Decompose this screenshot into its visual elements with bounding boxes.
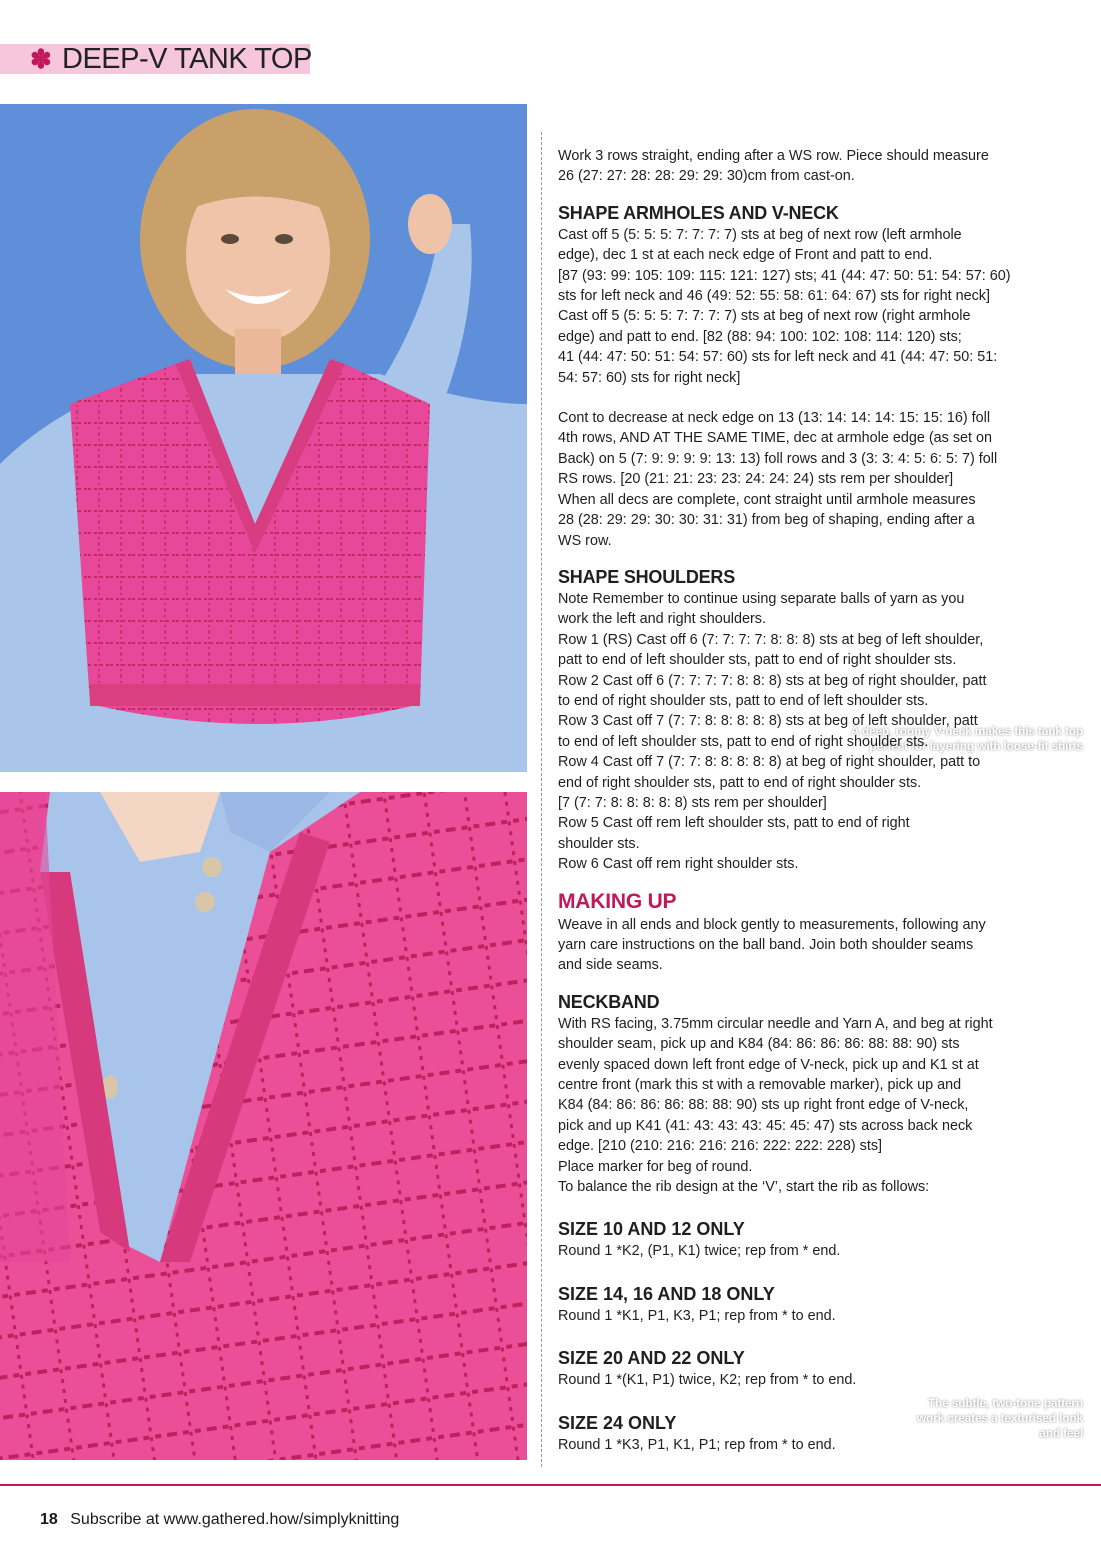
heading-shoulders: SHAPE SHOULDERS	[558, 566, 736, 587]
text-line: shoulder seam, pick up and K84 (84: 86: 86: 86: 88: 88: 90) sts	[558, 1036, 960, 1053]
text-line: Note Remember to continue using separate balls of yarn as you	[558, 590, 965, 607]
page-number: 18	[40, 1511, 58, 1528]
text-line: When all decs are complete, cont straight until armhole measures	[558, 491, 976, 508]
flower-icon: ✽	[30, 44, 52, 74]
text-line: [7 (7: 7: 8: 8: 8: 8: 8) sts rem per shoulder]	[558, 794, 827, 811]
text-line: 4th rows, AND AT THE SAME TIME, dec at armhole edge (as set on	[558, 430, 993, 447]
photo-closeup	[0, 792, 527, 1460]
heading-making-up: MAKING UP	[558, 889, 677, 913]
page-title: DEEP-V TANK TOP	[62, 43, 312, 75]
text-line: edge. [210 (210: 216: 216: 216: 222: 222: 228) sts]	[558, 1138, 883, 1155]
text-line: Round 1 *K3, P1, K1, P1; rep from * to end.	[558, 1436, 836, 1453]
photo-caption-1: A deep, roomy V-neck makes this tank top perfect for layering with loose-fit shirts	[850, 724, 1083, 753]
text-line: Weave in all ends and block gently to measurements, following any	[558, 916, 986, 933]
text-line: Row 5 Cast off rem left shoulder sts, patt to end of right	[558, 815, 910, 832]
text-line: patt to end of left shoulder sts, patt to end of right shoulder sts.	[558, 652, 957, 669]
footer-rule	[0, 1484, 1101, 1486]
text-line: end of right shoulder sts, patt to end of right shoulder sts.	[558, 774, 922, 791]
text-line: Back) on 5 (7: 9: 9: 9: 9: 13: 13) foll rows and 3 (3: 3: 4: 5: 6: 5: 7) foll	[558, 450, 998, 467]
text-line: Cont to decrease at neck edge on 13 (13: 14: 14: 14: 15: 15: 16) foll	[558, 410, 991, 427]
column-divider	[541, 132, 542, 1467]
text-line: [87 (93: 99: 105: 109: 115: 121: 127) sts; 41 (44: 47: 50: 51: 54: 57: 60)	[558, 267, 1011, 284]
text-line: 54: 57: 60) sts for right neck]	[558, 369, 741, 386]
text-line: Round 1 *(K1, P1) twice, K2; rep from * to end.	[558, 1372, 857, 1389]
text-line: Row 2 Cast off 6 (7: 7: 7: 7: 8: 8: 8) sts at beg of right shoulder, patt	[558, 672, 987, 689]
text-line: 26 (27: 27: 28: 28: 29: 29: 30)cm from cast-on.	[558, 168, 855, 185]
heading-neckband: NECKBAND	[558, 991, 660, 1012]
text-line: WS row.	[558, 532, 612, 549]
text-line: yarn care instructions on the ball band. Join both shoulder seams	[558, 937, 974, 953]
subscribe-link[interactable]: Subscribe at www.gathered.how/simplyknitting	[70, 1511, 400, 1528]
text-line: RS rows. [20 (21: 21: 23: 23: 24: 24: 24) sts rem per shoulder]	[558, 471, 954, 488]
heading-armholes: SHAPE ARMHOLES AND V-NECK	[558, 202, 839, 223]
heading-size-20-22: SIZE 20 AND 22 ONLY	[558, 1348, 745, 1369]
photo-model	[0, 104, 527, 772]
text-line: sts for left neck and 46 (49: 52: 55: 58: 61: 64: 67) sts for right neck]	[558, 288, 990, 305]
text-line: Round 1 *K2, (P1, K1) twice; rep from * end.	[558, 1243, 841, 1260]
text-line: Cast off 5 (5: 5: 5: 7: 7: 7: 7) sts at beg of next row (right armhole	[558, 308, 971, 325]
text-line: To balance the rib design at the ‘V’, start the rib as follows:	[558, 1179, 930, 1196]
text-line: edge) and patt to end. [82 (88: 94: 100: 102: 108: 114: 120) sts;	[558, 328, 962, 345]
text-line: Row 6 Cast off rem right shoulder sts.	[558, 856, 799, 873]
text-line: to end of left shoulder sts, patt to end of right shoulder sts.	[558, 733, 929, 750]
text-line: With RS facing, 3.75mm circular needle and Yarn A, and beg at right	[558, 1015, 993, 1032]
photo-caption-2: The subtle, two-tone pattern work creates a texturised look and feel	[916, 1396, 1083, 1440]
pattern-text	[558, 146, 1028, 1455]
text-line: Row 1 (RS) Cast off 6 (7: 7: 7: 7: 8: 8: 8) sts at beg of left shoulder,	[558, 631, 984, 648]
text-line: Round 1 *K1, P1, K3, P1; rep from * to end.	[558, 1307, 836, 1324]
text-line: 28 (28: 29: 29: 30: 30: 31: 31) from beg of shaping, ending after a	[558, 512, 975, 529]
text-line: Place marker for beg of round.	[558, 1158, 753, 1175]
heading-size-24: SIZE 24 ONLY	[558, 1412, 677, 1433]
text-line: 41 (44: 47: 50: 51: 54: 57: 60) sts for left neck and 41 (44: 47: 50: 51:	[558, 349, 998, 366]
text-line: Work 3 rows straight, ending after a WS row. Piece should measure	[558, 148, 989, 164]
heading-size-10-12: SIZE 10 AND 12 ONLY	[558, 1219, 745, 1240]
text-line: pick and up K41 (41: 43: 43: 43: 45: 45: 47) sts across back neck	[558, 1117, 973, 1134]
text-line: and side seams.	[558, 957, 663, 974]
text-line: shoulder sts.	[558, 835, 640, 852]
text-line: to end of right shoulder sts, patt to end of left shoulder sts.	[558, 692, 929, 709]
text-line: work the left and right shoulders.	[558, 611, 766, 628]
text-line: evenly spaced down left front edge of V-neck, pick up and K1 st at	[558, 1056, 979, 1073]
text-line: edge), dec 1 st at each neck edge of Front and patt to end.	[558, 247, 933, 264]
text-line: centre front (mark this st with a removable marker), pick up and	[558, 1077, 962, 1094]
text-line: K84 (84: 86: 86: 86: 88: 88: 90) sts up right front edge of V-neck,	[558, 1097, 969, 1114]
heading-size-14-18: SIZE 14, 16 AND 18 ONLY	[558, 1283, 775, 1304]
text-line: Cast off 5 (5: 5: 5: 7: 7: 7: 7) sts at beg of next row (left armhole	[558, 226, 962, 243]
footer	[40, 1508, 399, 1532]
text-line: Row 4 Cast off 7 (7: 7: 8: 8: 8: 8: 8) at beg of right shoulder, patt to	[558, 754, 981, 771]
text-line: Row 3 Cast off 7 (7: 7: 8: 8: 8: 8: 8) sts at beg of left shoulder, patt	[558, 713, 978, 730]
